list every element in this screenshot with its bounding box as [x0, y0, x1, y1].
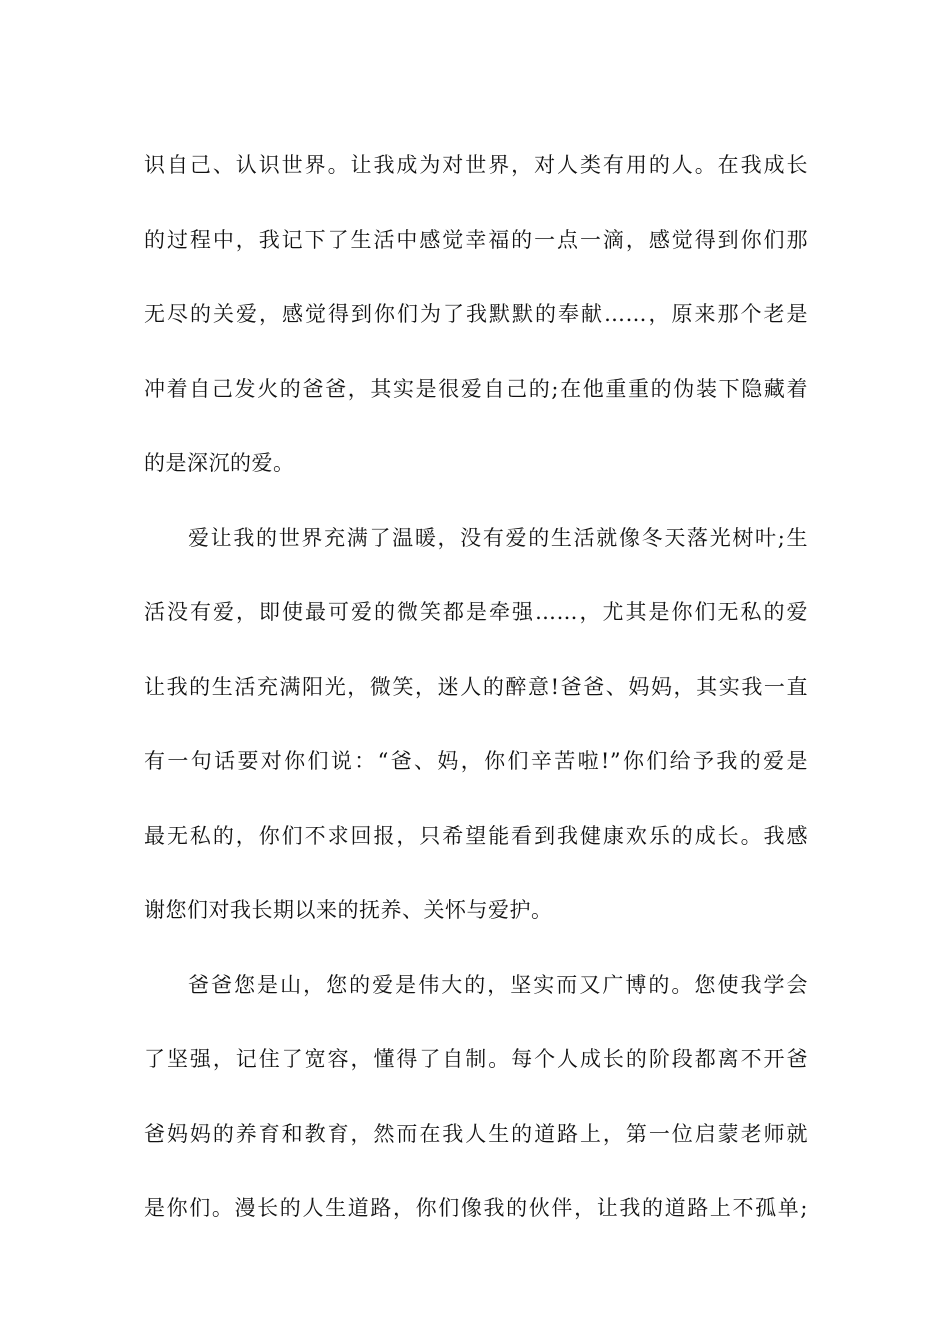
- text-line: 的过程中，我记下了生活中感觉幸福的一点一滴，感觉得到你们那: [144, 227, 808, 252]
- text-line: 识自己、认识世界。让我成为对世界，对人类有用的人。在我成长: [144, 153, 808, 177]
- text-line: 是你们。漫长的人生道路，你们像我的伙伴，让我的道路上不孤单;: [144, 1196, 808, 1220]
- text-line: 的是深沉的爱。: [144, 451, 295, 475]
- text-line: 有一句话要对你们说：“爸、妈，你们辛苦啦!”你们给予我的爱是: [144, 749, 808, 773]
- text-line: 谢您们对我长期以来的抚养、关怀与爱护。: [144, 898, 553, 922]
- text-line: 活没有爱，即使最可爱的微笑都是牵强……，尤其是你们无私的爱: [144, 600, 808, 624]
- paragraph-first-line: 爸爸您是山，您的爱是伟大的，坚实而又广博的。您使我学会: [188, 972, 808, 997]
- text-line: 爸妈妈的养育和教育，然而在我人生的道路上，第一位启蒙老师就: [144, 1121, 808, 1146]
- paragraph-first-line: 爱让我的世界充满了温暖，没有爱的生活就像冬天落光树叶;生: [188, 525, 808, 550]
- text-line: 最无私的，你们不求回报，只希望能看到我健康欢乐的成长。我感: [144, 823, 808, 848]
- text-line: 无尽的关爱，感觉得到你们为了我默默的奉献……，原来那个老是: [144, 302, 808, 326]
- text-line: 冲着自己发火的爸爸，其实是很爱自己的;在他重重的伪装下隐藏着: [144, 376, 808, 401]
- body-text: [144, 128, 808, 1246]
- text-line: 了坚强，记住了宽容，懂得了自制。每个人成长的阶段都离不开爸: [144, 1047, 808, 1071]
- text-line: 让我的生活充满阳光，微笑，迷人的醉意!爸爸、妈妈，其实我一直: [144, 674, 808, 699]
